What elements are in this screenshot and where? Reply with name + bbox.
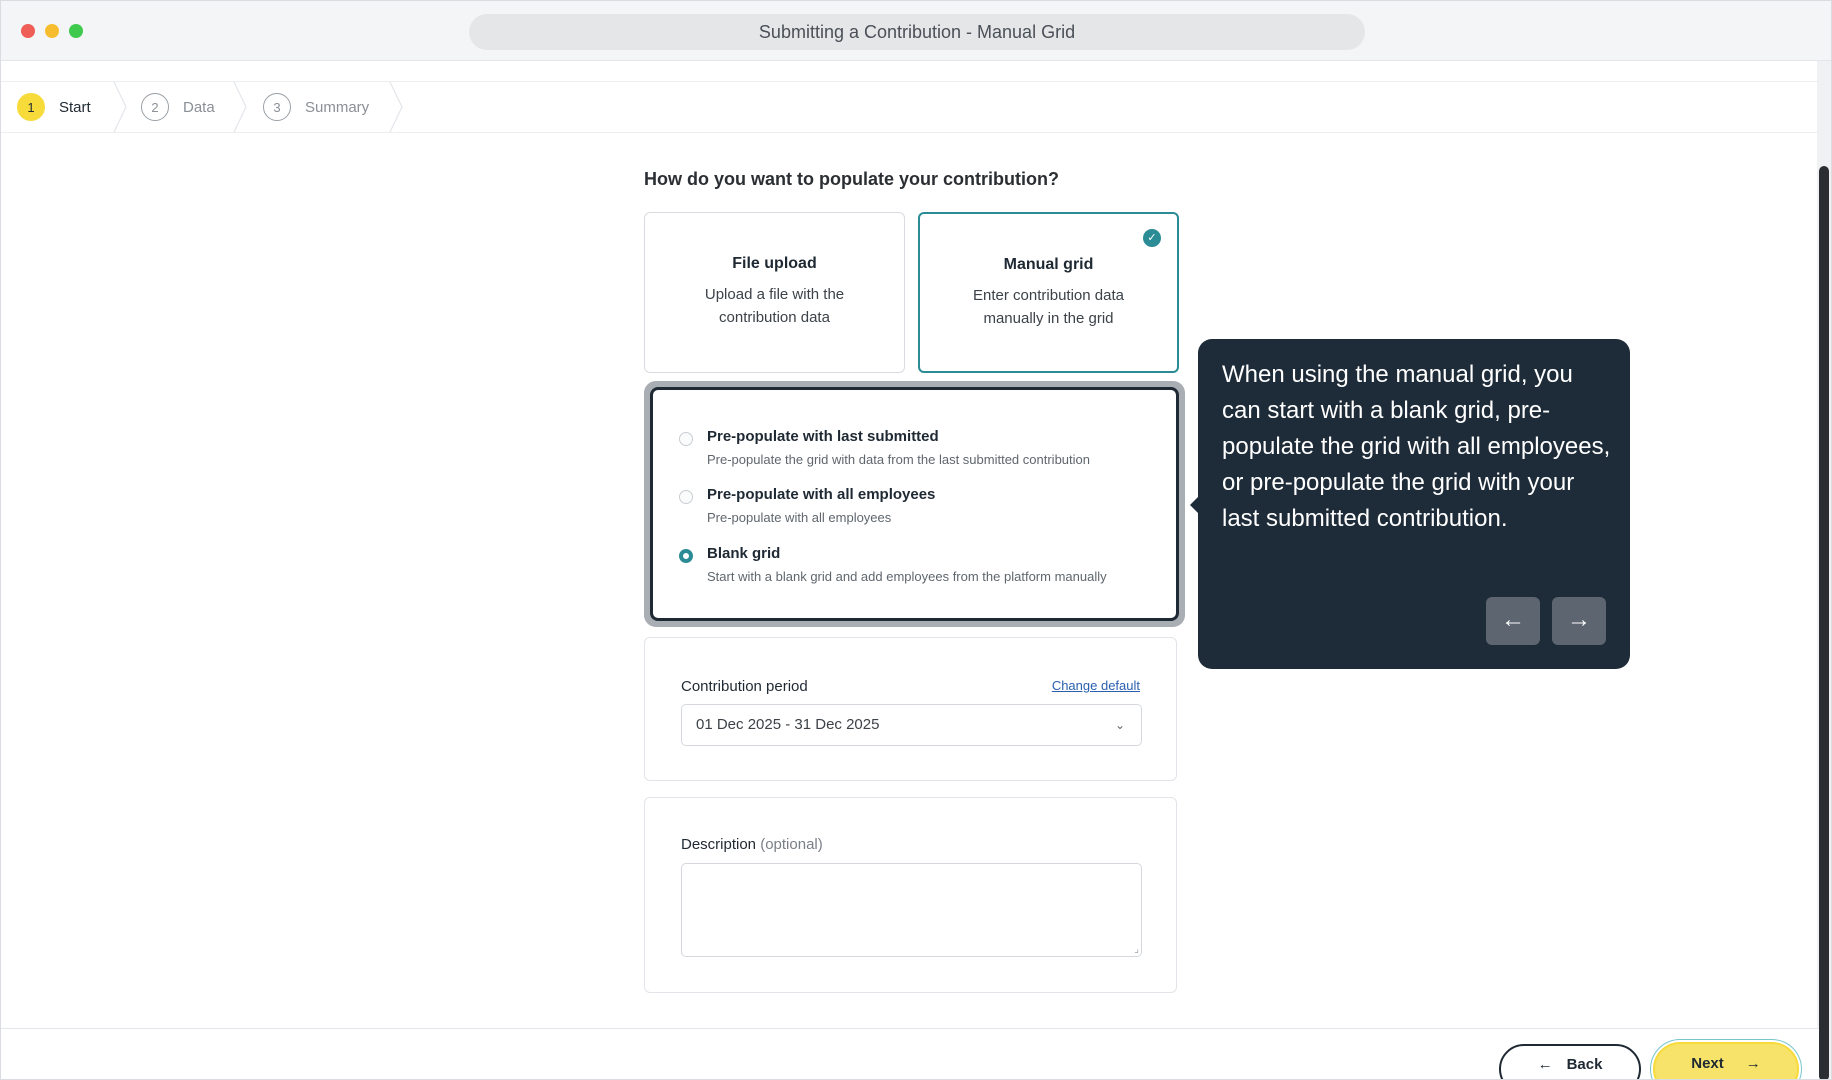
next-button-label: Next [1691, 1054, 1724, 1072]
contribution-period-section [644, 637, 1177, 781]
radio-button[interactable] [679, 432, 693, 446]
contribution-period-select[interactable] [681, 704, 1142, 746]
option-description: Pre-populate the grid with data from the last submitted contribution [707, 452, 1090, 467]
step-number: 2 [141, 93, 169, 121]
footer-bar [1, 1028, 1819, 1080]
description-textarea[interactable] [681, 863, 1142, 957]
check-icon: ✓ [1143, 229, 1161, 247]
option-title: Pre-populate with last submitted [707, 428, 939, 445]
step-number: 1 [17, 93, 45, 121]
card-description: Enter contribution data manually in the grid [973, 287, 1124, 327]
resize-grip-icon[interactable]: ⌟ [1134, 944, 1139, 955]
description-section [644, 797, 1177, 993]
next-button[interactable] [1653, 1042, 1799, 1080]
scrollbar-thumb[interactable] [1819, 166, 1829, 1080]
arrow-right-icon: → [1567, 606, 1591, 633]
step-separator-icon [389, 82, 403, 132]
option-description: Pre-populate with all employees [707, 510, 892, 525]
back-button[interactable] [1499, 1044, 1641, 1080]
tooltip-text: When using the manual grid, you can start with a blank grid, pre-populate the grid with all employees, or pre-populate the grid with your last submitted contribution. [1222, 361, 1611, 532]
tooltip-prev-button[interactable] [1486, 597, 1540, 645]
optional-hint: (optional) [760, 836, 823, 853]
step-label: Data [183, 98, 215, 116]
file-upload-card[interactable] [644, 212, 905, 373]
window-title: Submitting a Contribution - Manual Grid [469, 14, 1365, 50]
card-title: Manual grid [1003, 256, 1094, 273]
onboarding-tooltip [1198, 339, 1630, 669]
close-window-button[interactable] [21, 24, 35, 38]
scrollbar[interactable] [1817, 61, 1831, 1080]
arrow-left-icon: ← [1501, 606, 1525, 633]
step-summary[interactable] [263, 82, 369, 132]
description-label [681, 836, 823, 853]
step-label: Start [59, 98, 91, 116]
card-title: File upload [732, 255, 817, 272]
contribution-period-label: Contribution period [681, 678, 808, 695]
radio-button-selected[interactable] [679, 549, 693, 563]
back-button-label: Back [1566, 1055, 1603, 1073]
description-label-text: Description [681, 836, 757, 853]
card-description: Upload a file with the contribution data [704, 286, 845, 326]
option-title: Blank grid [707, 545, 781, 562]
radio-button[interactable] [679, 490, 693, 504]
option-description: Start with a blank grid and add employees from the platform manually [707, 569, 1107, 584]
arrow-left-icon: ← [1537, 1055, 1553, 1073]
step-number: 3 [263, 93, 291, 121]
chevron-down-icon: ⌄ [1114, 718, 1125, 732]
maximize-window-button[interactable] [69, 24, 83, 38]
step-separator-icon [113, 82, 127, 132]
minimize-window-button[interactable] [45, 24, 59, 38]
arrow-right-icon: → [1745, 1054, 1761, 1072]
option-title: Pre-populate with all employees [707, 486, 936, 503]
tooltip-next-button[interactable] [1552, 597, 1606, 645]
step-data[interactable] [141, 82, 215, 132]
stepper [1, 81, 1819, 133]
selected-period: 01 Dec 2025 - 31 Dec 2025 [696, 716, 880, 733]
title-bar [1, 1, 1832, 61]
step-start[interactable] [17, 82, 91, 132]
populate-options [650, 387, 1179, 621]
change-default-link[interactable]: Change default [1051, 678, 1140, 693]
step-label: Summary [305, 98, 370, 116]
options-highlight [644, 381, 1185, 627]
manual-grid-card[interactable] [918, 212, 1179, 373]
tooltip-arrow [1190, 496, 1199, 514]
page-question: How do you want to populate your contribution? [644, 169, 1059, 189]
step-separator-icon [233, 82, 247, 132]
